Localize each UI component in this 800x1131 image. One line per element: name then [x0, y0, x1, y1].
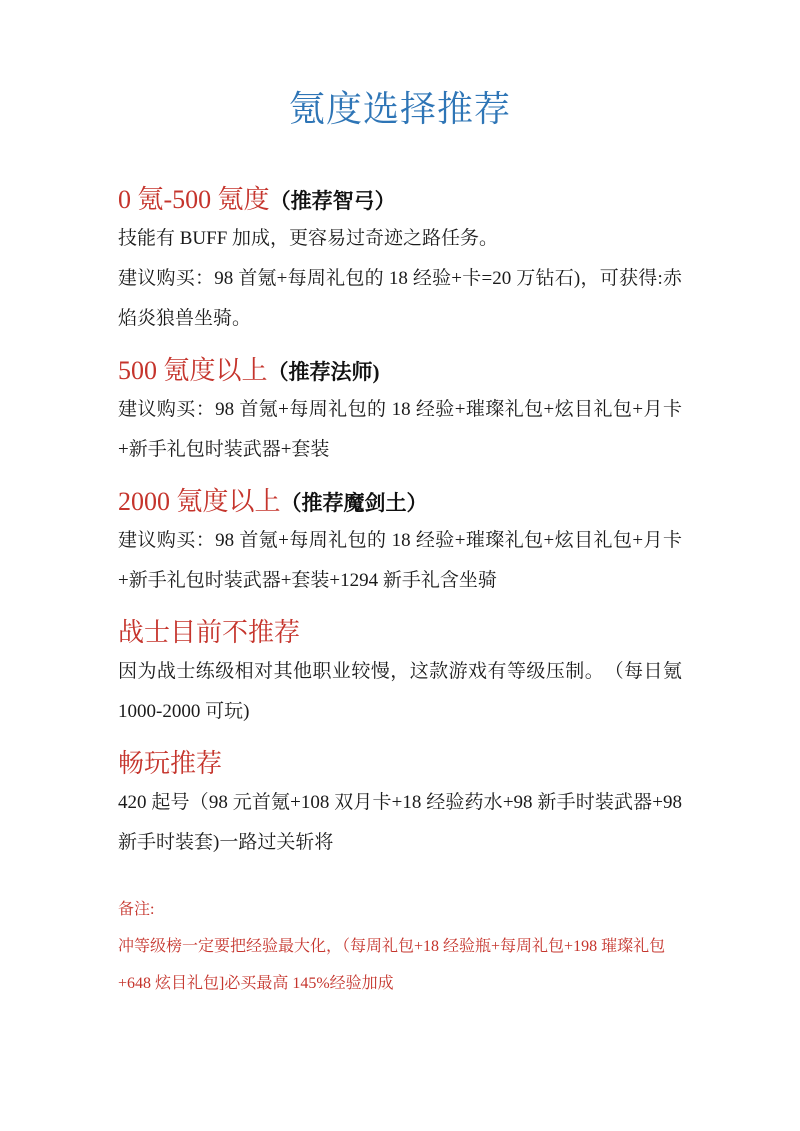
section-paragraph: 技能有 BUFF 加成，更容易过奇迹之路任务。: [118, 228, 499, 249]
section-heading: [118, 615, 682, 652]
section-heading-red: 0 氪-500 氪度: [118, 185, 270, 214]
section-heading-suffix: （推荐魔剑土）: [280, 491, 428, 515]
section-paragraph: 因为战士练级相对其他职业较慢，这款游戏有等级压制。 （每日氪 1000-2000 可玩): [118, 661, 682, 722]
section-paragraph: 建议购买：98 首氪+每周礼包的 18 经验+璀璨礼包+炫目礼包+月卡+新手礼包时装武器+套装: [118, 399, 682, 460]
note-text: 冲等级榜一定要把经验最大化，（每周礼包+18 经验瓶+每周礼包+198 璀璨礼包+648 炫目礼包]必买最高 145%经验加成: [118, 938, 666, 992]
page-title: 氪度选择推荐: [288, 89, 511, 129]
section-spend-0-500: [118, 182, 682, 339]
section-heading-red: 500 氪度以上: [118, 356, 268, 385]
section-heading: [118, 353, 682, 390]
section-heading-suffix: （推荐智弓）: [269, 189, 396, 213]
section-heading-red: 战士目前不推荐: [118, 618, 301, 647]
section-casual-recommendation: [118, 746, 682, 863]
section-heading-suffix: （推荐法师): [267, 360, 380, 384]
note-label: 备注:: [118, 901, 155, 918]
section-warrior-not-recommended: [118, 615, 682, 732]
section-heading: [118, 182, 682, 219]
section-paragraph: 建议购买：98 首氪+每周礼包的 18 经验+璀璨礼包+炫目礼包+月卡+新手礼包时装武器+套装+1294 新手礼含坐骑: [118, 530, 682, 591]
section-paragraph: 420 起号（98 元首氪+108 双月卡+18 经验药水+98 新手时装武器+98 新手时装套)一路过关斩将: [118, 792, 682, 853]
section-spend-500-plus: [118, 353, 682, 470]
section-paragraph: 建议购买：98 首氪+每周礼包的 18 经验+卡=20 万钻石)，可获得:赤焰炎狼兽坐骑。: [118, 268, 682, 329]
note-block: [118, 891, 682, 1002]
section-spend-2000-plus: [118, 484, 682, 601]
section-heading-red: 畅玩推荐: [118, 749, 223, 778]
section-heading: [118, 484, 682, 521]
section-heading: [118, 746, 682, 783]
section-heading-red: 2000 氪度以上: [118, 487, 281, 516]
